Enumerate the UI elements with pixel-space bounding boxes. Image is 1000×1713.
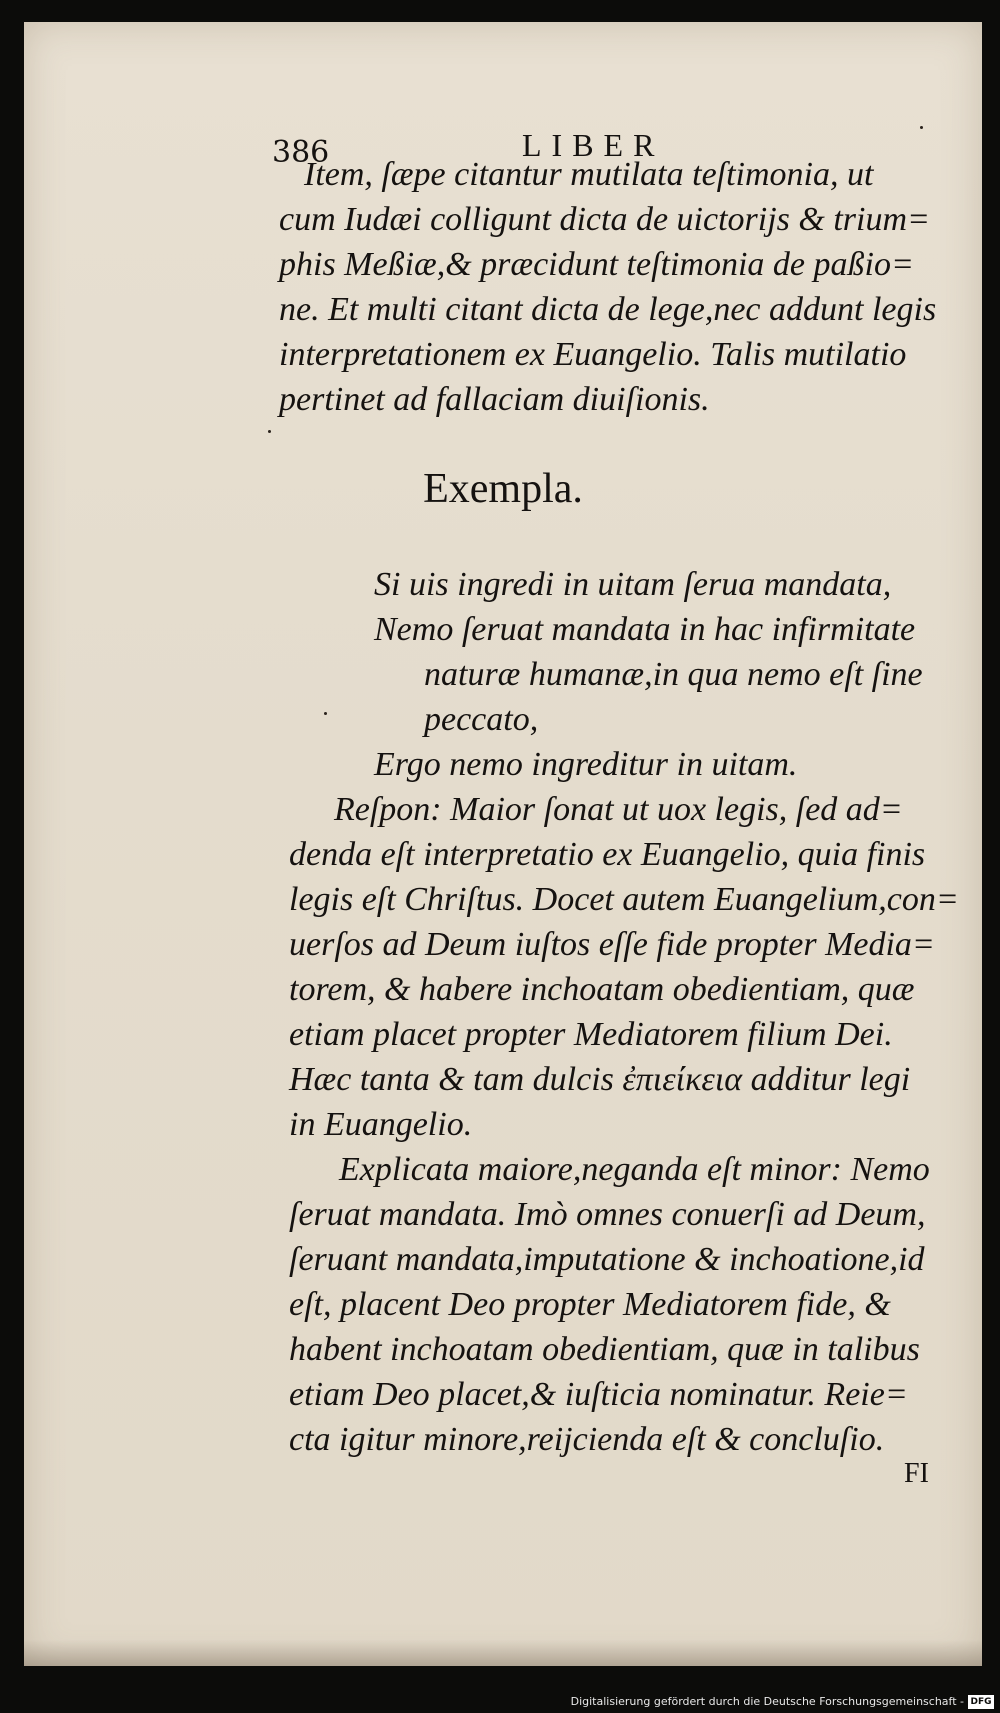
dfg-logo: DFG xyxy=(968,1695,994,1709)
text-line: legis eſt Chriſtus. Docet autem Euangelium,con= xyxy=(289,881,959,918)
book-page xyxy=(24,22,982,1666)
text-line: ſeruat mandata. Imò omnes conuerſi ad Deum, xyxy=(289,1196,926,1233)
text-line: interpretationem ex Euangelio. Talis mutilatio xyxy=(279,336,907,373)
text-line: cta igitur minore,reijcienda eſt & concluſio. xyxy=(289,1421,885,1458)
text-line: cum Iudæi colligunt dicta de uictorijs & trium= xyxy=(279,201,930,238)
text-line: ne. Et multi citant dicta de lege,nec addunt legis xyxy=(279,291,937,328)
running-head: LIBER xyxy=(522,127,665,163)
text-line: Reſpon: Maior ſonat ut uox legis, ſed ad= xyxy=(334,791,903,828)
text-line: ſeruant mandata,imputatione & inchoatione,id xyxy=(289,1241,925,1278)
catchword: FI xyxy=(904,1458,929,1489)
syllogism-line: naturæ humanæ,in qua nemo eſt ſine xyxy=(424,656,923,693)
page-number: 386 xyxy=(272,135,330,170)
digitization-footer xyxy=(0,1692,1000,1713)
text-line: torem, & habere inchoatam obedientiam, quæ xyxy=(289,971,915,1008)
syllogism-line: Nemo ſeruat mandata in hac infirmitate xyxy=(374,611,916,648)
text-line: etiam Deo placet,& iuſticia nominatur. Reie= xyxy=(289,1376,908,1413)
text-line: Hæc tanta & tam dulcis ἐπιείκεια additur legi xyxy=(289,1061,911,1098)
text-line: habent inchoatam obedientiam, quæ in talibus xyxy=(289,1331,920,1368)
section-heading: Exempla. xyxy=(423,466,583,512)
text-line: Explicata maiore,neganda eſt minor: Nemo xyxy=(339,1151,930,1188)
paper-speck xyxy=(324,712,327,715)
paper-speck xyxy=(268,430,271,433)
syllogism-line: Si uis ingredi in uitam ſerua mandata, xyxy=(374,566,892,603)
text-line: pertinet ad fallaciam diuiſionis. xyxy=(279,381,710,418)
text-line: etiam placet propter Mediatorem filium Dei. xyxy=(289,1016,893,1053)
text-line: in Euangelio. xyxy=(289,1106,473,1143)
text-line: phis Meßiæ,& præcidunt teſtimonia de paßio= xyxy=(279,246,914,283)
footer-credit: Digitalisierung gefördert durch die Deutsche Forschungsgemeinschaft - xyxy=(570,1695,964,1708)
text-line: Item, ſæpe citantur mutilata teſtimonia, ut xyxy=(304,156,874,193)
syllogism-line: peccato, xyxy=(424,701,539,738)
text-line: uerſos ad Deum iuſtos eſſe fide propter Media= xyxy=(289,926,935,963)
syllogism-line: Ergo nemo ingreditur in uitam. xyxy=(374,746,798,783)
text-line: eſt, placent Deo propter Mediatorem fide, & xyxy=(289,1286,891,1323)
text-line: denda eſt interpretatio ex Euangelio, quia finis xyxy=(289,836,926,873)
paper-speck xyxy=(920,126,923,129)
